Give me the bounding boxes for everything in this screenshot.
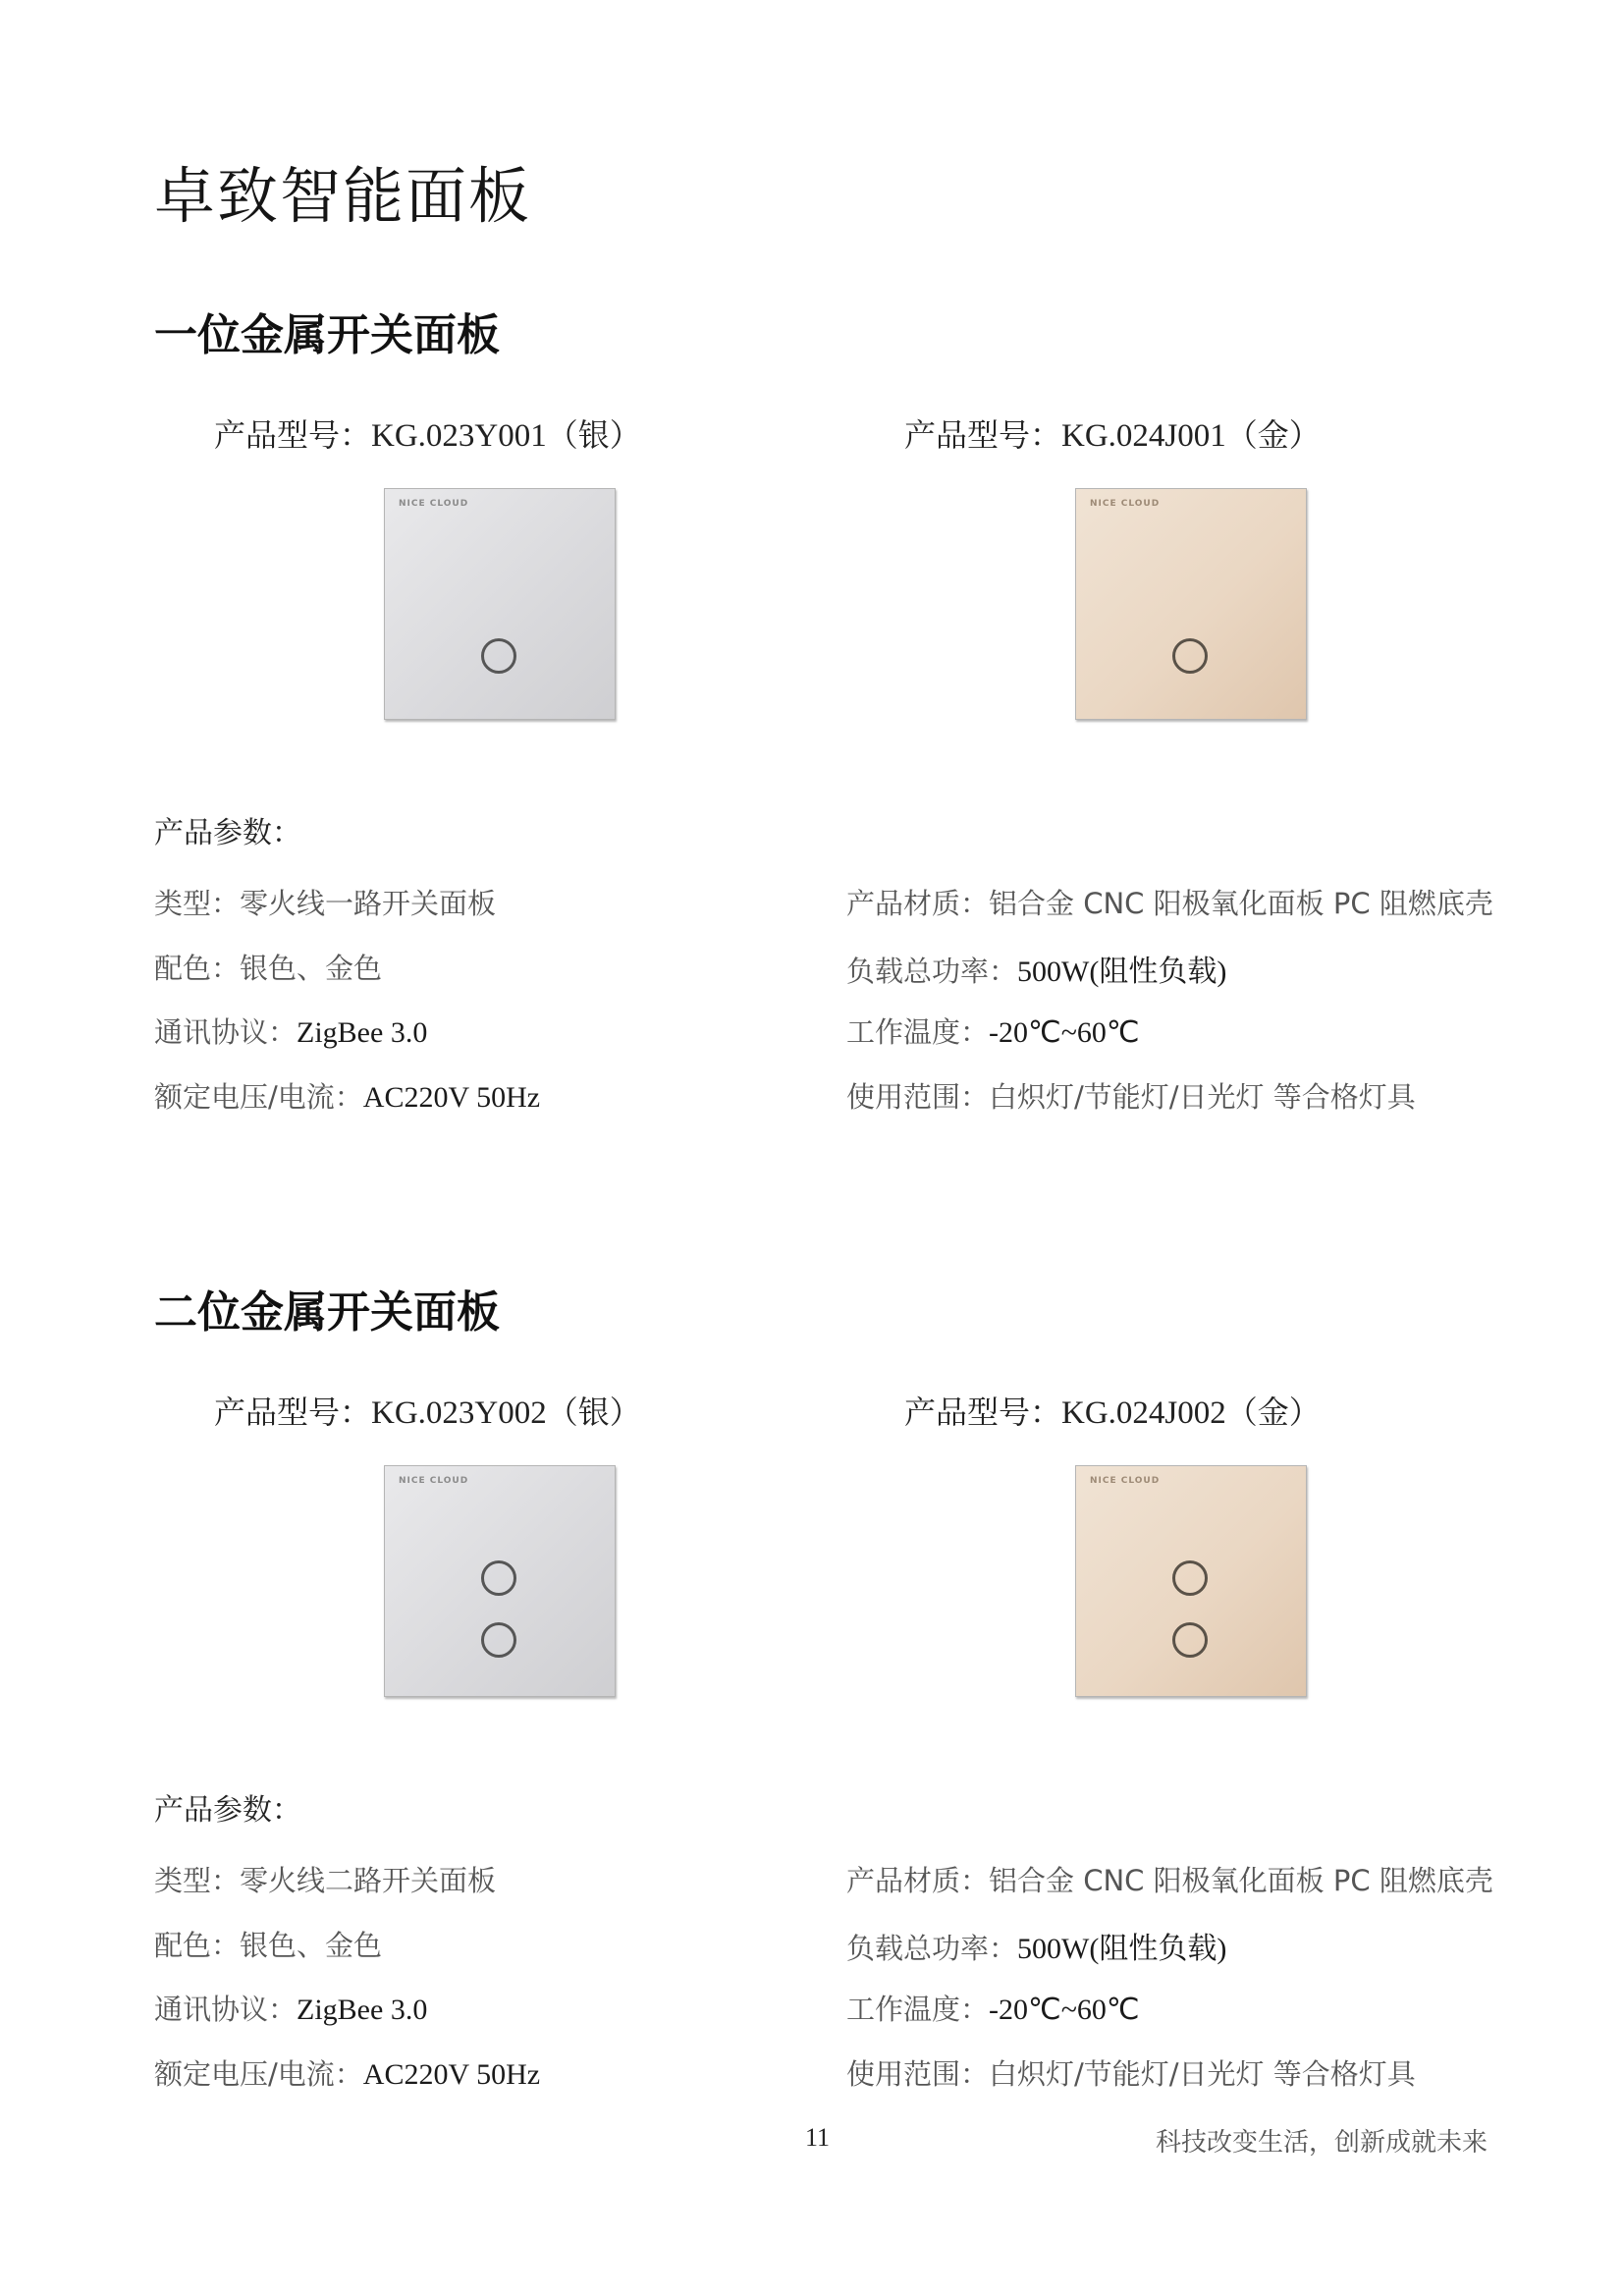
param-value: 银色、金色: [240, 952, 383, 985]
param-color: [154, 947, 382, 987]
model-label-silver-1: [214, 410, 641, 456]
model-prefix: 产品型号：: [904, 1394, 1062, 1431]
param-label: 产品材质：: [846, 1864, 990, 1897]
param-label: 负载总功率：: [846, 1932, 1018, 1965]
param-temperature: [846, 1988, 1140, 2028]
param-value: 白炽灯/节能灯/日光灯 等合格灯具: [989, 2057, 1416, 2091]
param-label: 额定电压/电流：: [154, 2057, 363, 2091]
param-label: 类型：: [154, 887, 241, 920]
params-heading: 产品参数：: [154, 1793, 301, 1828]
param-label: 使用范围：: [846, 2057, 990, 2091]
model-finish: （金）: [1225, 416, 1321, 454]
param-protocol: [154, 1011, 427, 1051]
model-finish: （银）: [546, 416, 641, 454]
section-title-one-gang: 一位金属开关面板: [154, 310, 500, 360]
model-code: KG.023Y002: [371, 1395, 547, 1431]
param-label: 使用范围：: [846, 1080, 990, 1114]
model-prefix: 产品型号：: [214, 416, 372, 454]
page-title: 卓致智能面板: [154, 160, 532, 232]
panel-brand-logo: NICE CLOUD: [1090, 1476, 1161, 1486]
touch-button-icon: [481, 1560, 516, 1596]
model-label-gold-1: [904, 410, 1321, 456]
param-value: -20℃~60℃: [989, 1994, 1140, 2026]
param-label: 产品材质：: [846, 887, 990, 920]
param-load: [846, 947, 1226, 990]
touch-button-icon: [481, 1622, 516, 1658]
param-voltage: [154, 2052, 540, 2093]
switch-panel-image-gold-1: [1075, 488, 1307, 720]
model-finish: （银）: [546, 1394, 641, 1431]
param-value: ZigBee 3.0: [297, 1016, 428, 1049]
model-label-silver-2: [214, 1388, 641, 1433]
panel-brand-logo: NICE CLOUD: [1090, 499, 1161, 509]
param-usage: [846, 1075, 1416, 1116]
param-protocol: [154, 1988, 427, 2028]
model-prefix: 产品型号：: [214, 1394, 372, 1431]
param-label: 通讯协议：: [154, 1993, 298, 2026]
param-label: 工作温度：: [846, 1015, 990, 1049]
param-color: [154, 1924, 382, 1964]
param-label: 额定电压/电流：: [154, 1080, 363, 1114]
param-value: 白炽灯/节能灯/日光灯 等合格灯具: [989, 1080, 1416, 1114]
touch-button-icon: [1172, 1622, 1208, 1658]
param-label: 配色：: [154, 952, 241, 985]
switch-panel-image-gold-2: [1075, 1465, 1307, 1697]
footer-slogan: 科技改变生活，创新成就未来: [1156, 2128, 1488, 2158]
page-number: 11: [805, 2123, 831, 2152]
panel-brand-logo: NICE CLOUD: [399, 499, 469, 509]
touch-button-icon: [1172, 638, 1208, 674]
model-code: KG.023Y001: [371, 418, 547, 454]
param-value: -20℃~60℃: [989, 1016, 1140, 1049]
param-value: AC220V 50Hz: [362, 1081, 541, 1114]
param-value: 银色、金色: [240, 1929, 383, 1962]
model-label-gold-2: [904, 1388, 1321, 1433]
param-value: AC220V 50Hz: [362, 2058, 541, 2091]
param-type: [154, 1859, 496, 1899]
params-heading: 产品参数：: [154, 816, 301, 850]
param-label: 工作温度：: [846, 1993, 990, 2026]
param-usage: [846, 2052, 1416, 2093]
param-type: [154, 882, 496, 922]
touch-button-icon: [481, 638, 516, 674]
param-label: 通讯协议：: [154, 1015, 298, 1049]
param-voltage: [154, 1075, 540, 1116]
param-temperature: [846, 1011, 1140, 1051]
param-label: 类型：: [154, 1864, 241, 1897]
panel-brand-logo: NICE CLOUD: [399, 1476, 469, 1486]
param-load: [846, 1924, 1226, 1967]
param-value: 500W(阻性负载): [1017, 956, 1227, 988]
model-prefix: 产品型号：: [904, 416, 1062, 454]
param-value: ZigBee 3.0: [297, 1994, 428, 2026]
param-label: 负载总功率：: [846, 955, 1018, 988]
param-material: [846, 882, 1493, 922]
param-value: 铝合金 CNC 阳极氧化面板 PC 阻燃底壳: [989, 887, 1493, 920]
section-title-two-gang: 二位金属开关面板: [154, 1287, 500, 1338]
param-value: 零火线二路开关面板: [240, 1864, 497, 1897]
param-value: 铝合金 CNC 阳极氧化面板 PC 阻燃底壳: [989, 1864, 1493, 1897]
param-label: 配色：: [154, 1929, 241, 1962]
model-finish: （金）: [1225, 1394, 1321, 1431]
param-value: 零火线一路开关面板: [240, 887, 497, 920]
model-code: KG.024J002: [1061, 1395, 1226, 1431]
switch-panel-image-silver-2: [384, 1465, 616, 1697]
param-material: [846, 1859, 1493, 1899]
model-code: KG.024J001: [1061, 418, 1226, 454]
touch-button-icon: [1172, 1560, 1208, 1596]
switch-panel-image-silver-1: [384, 488, 616, 720]
param-value: 500W(阻性负载): [1017, 1933, 1227, 1965]
